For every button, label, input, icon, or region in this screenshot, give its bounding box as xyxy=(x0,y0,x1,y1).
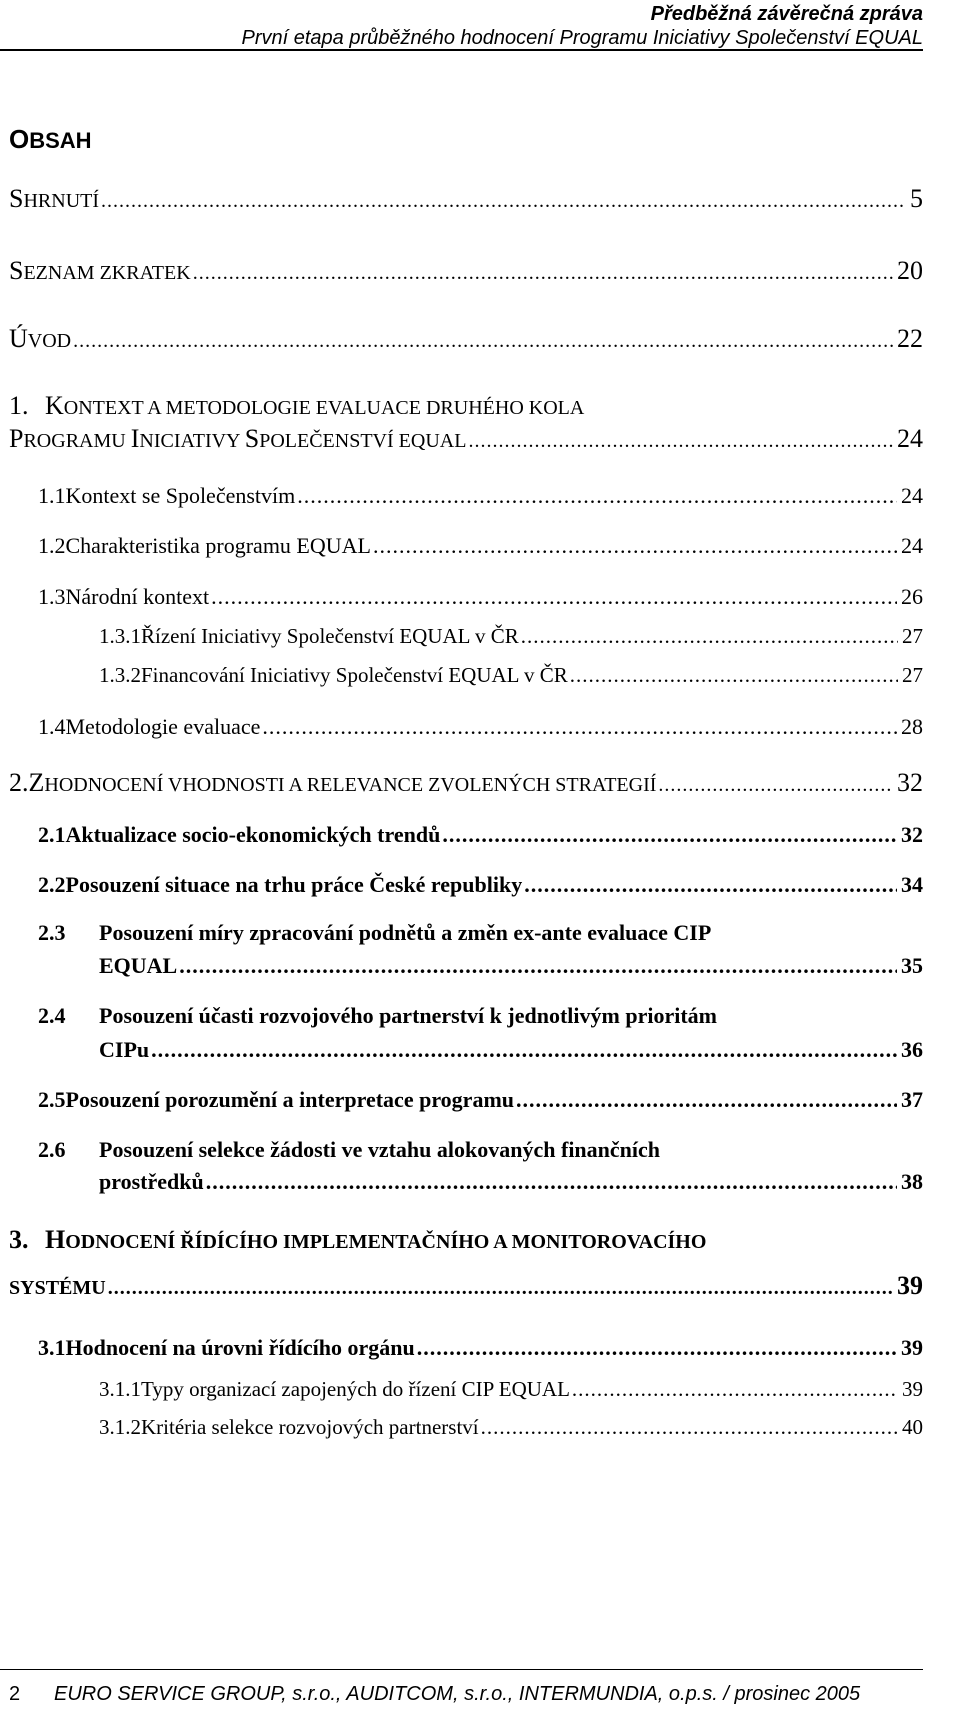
page-number: 20 xyxy=(897,256,923,285)
toc-entry-ch1[interactable]: PROGRAMU INICIATIVY SPOLEČENSTVÍ EQUAL ..... 24 xyxy=(9,424,923,454)
toc-entry-2-5[interactable]: 2.5 Posouzení porozumění a interpretace programu ..... 37 xyxy=(38,1087,923,1113)
page-number: 36 xyxy=(901,1037,923,1062)
toc-entry-3-1-1[interactable]: 3.1.1 Typy organizací zapojených do řízení CIP EQUAL ..... 39 xyxy=(99,1377,923,1402)
toc-entry-1-2[interactable]: 1.2 Charakteristika programu EQUAL ..... 24 xyxy=(38,533,923,559)
toc-entry-ch3-line1[interactable]: 3. HODNOCENÍ ŘÍDÍCÍHO IMPLEMENTAČNÍHO A MONITOROVACÍHO xyxy=(9,1225,707,1254)
toc-entry-2-4[interactable]: CIPu ..... 36 xyxy=(99,1037,923,1063)
page-number: 27 xyxy=(902,624,923,648)
page-number: 24 xyxy=(901,483,923,508)
page-number: 39 xyxy=(897,1271,923,1300)
footer-rule xyxy=(0,1669,923,1670)
toc-entry-1-3[interactable]: 1.3 Národní kontext ..... 26 xyxy=(38,584,923,610)
page-number: 37 xyxy=(901,1087,923,1112)
toc-entry-shrnuti[interactable]: SHRNUTÍ ..... 5 xyxy=(9,184,923,214)
page-number: 32 xyxy=(901,822,923,847)
page-number: 39 xyxy=(901,1335,923,1360)
toc-entry-2-3-line1[interactable]: 2.3 Posouzení míry zpracování podnětů a změn ex-ante evaluace CIP xyxy=(38,920,712,945)
page-number: 27 xyxy=(902,663,923,687)
page-number: 40 xyxy=(902,1415,923,1439)
toc-entry-1-3-2[interactable]: 1.3.2 Financování Iniciativy Společenství EQUAL v ČR ..... 27 xyxy=(99,663,923,688)
toc-entry-1-1[interactable]: 1.1 Kontext se Společenstvím ..... 24 xyxy=(38,483,923,509)
toc-entry-1-3-1[interactable]: 1.3.1 Řízení Iniciativy Společenství EQUAL v ČR ..... 27 xyxy=(99,624,923,649)
header-rule xyxy=(0,49,923,51)
toc-entry-ch1-line1[interactable]: 1. KONTEXT A METODOLOGIE EVALUACE DRUHÉHO KOLA xyxy=(9,391,585,420)
toc-entry-zkratky[interactable]: SEZNAM ZKRATEK ..... 20 xyxy=(9,256,923,286)
footer-text: EURO SERVICE GROUP, s.r.o., AUDITCOM, s.r.o., INTERMUNDIA, o.p.s. / prosinec 2005 xyxy=(54,1683,861,1705)
report-subtitle: První etapa průběžného hodnocení Programu Iniciativy Společenství EQUAL xyxy=(241,27,923,49)
page-number: 24 xyxy=(901,533,923,558)
page-number: 38 xyxy=(901,1169,923,1194)
toc-title: OBSAH xyxy=(9,124,92,154)
toc-entry-1-4[interactable]: 1.4 Metodologie evaluace ..... 28 xyxy=(38,714,923,740)
page-footer xyxy=(9,1683,923,1706)
page-number: 39 xyxy=(902,1377,923,1401)
toc-entry-2-3[interactable]: EQUAL ..... 35 xyxy=(99,953,923,979)
page-number: 34 xyxy=(901,872,923,897)
toc-entry-uvod[interactable]: ÚVOD ..... 22 xyxy=(9,324,923,354)
toc-entry-2-2[interactable]: 2.2 Posouzení situace na trhu práce České republiky ..... 34 xyxy=(38,872,923,898)
toc-entry-ch2[interactable]: 2. ZHODNOCENÍ VHODNOSTI A RELEVANCE ZVOLENÝCH STRATEGIÍ ..... 32 xyxy=(9,768,923,798)
page-number: 28 xyxy=(901,714,923,739)
page-number: 32 xyxy=(897,768,923,797)
toc-entry-3-1[interactable]: 3.1 Hodnocení na úrovni řídícího orgánu ..... 39 xyxy=(38,1335,923,1361)
running-header xyxy=(241,2,923,50)
toc-entry-2-1[interactable]: 2.1 Aktualizace socio-ekonomických trendů ..... 32 xyxy=(38,822,923,848)
toc-entry-2-6[interactable]: prostředků ..... 38 xyxy=(99,1169,923,1195)
report-title: Předběžná závěrečná zpráva xyxy=(650,3,923,25)
page-number: 5 xyxy=(910,184,923,213)
page-number: 24 xyxy=(897,424,923,453)
page-number: 35 xyxy=(901,953,923,978)
page-number: 26 xyxy=(901,584,923,609)
footer-page-number: 2 xyxy=(9,1683,21,1705)
page-number: 22 xyxy=(897,324,923,353)
toc-entry-2-4-line1[interactable]: 2.4 Posouzení účasti rozvojového partnerství k jednotlivým prioritám xyxy=(38,1003,717,1028)
toc-entry-2-6-line1[interactable]: 2.6 Posouzení selekce žádosti ve vztahu alokovaných finančních xyxy=(38,1137,661,1162)
toc-entry-3-1-2[interactable]: 3.1.2 Kritéria selekce rozvojových partnerství ..... 40 xyxy=(99,1415,923,1440)
toc-entry-ch3[interactable]: SYSTÉMU ..... 39 xyxy=(9,1271,923,1301)
